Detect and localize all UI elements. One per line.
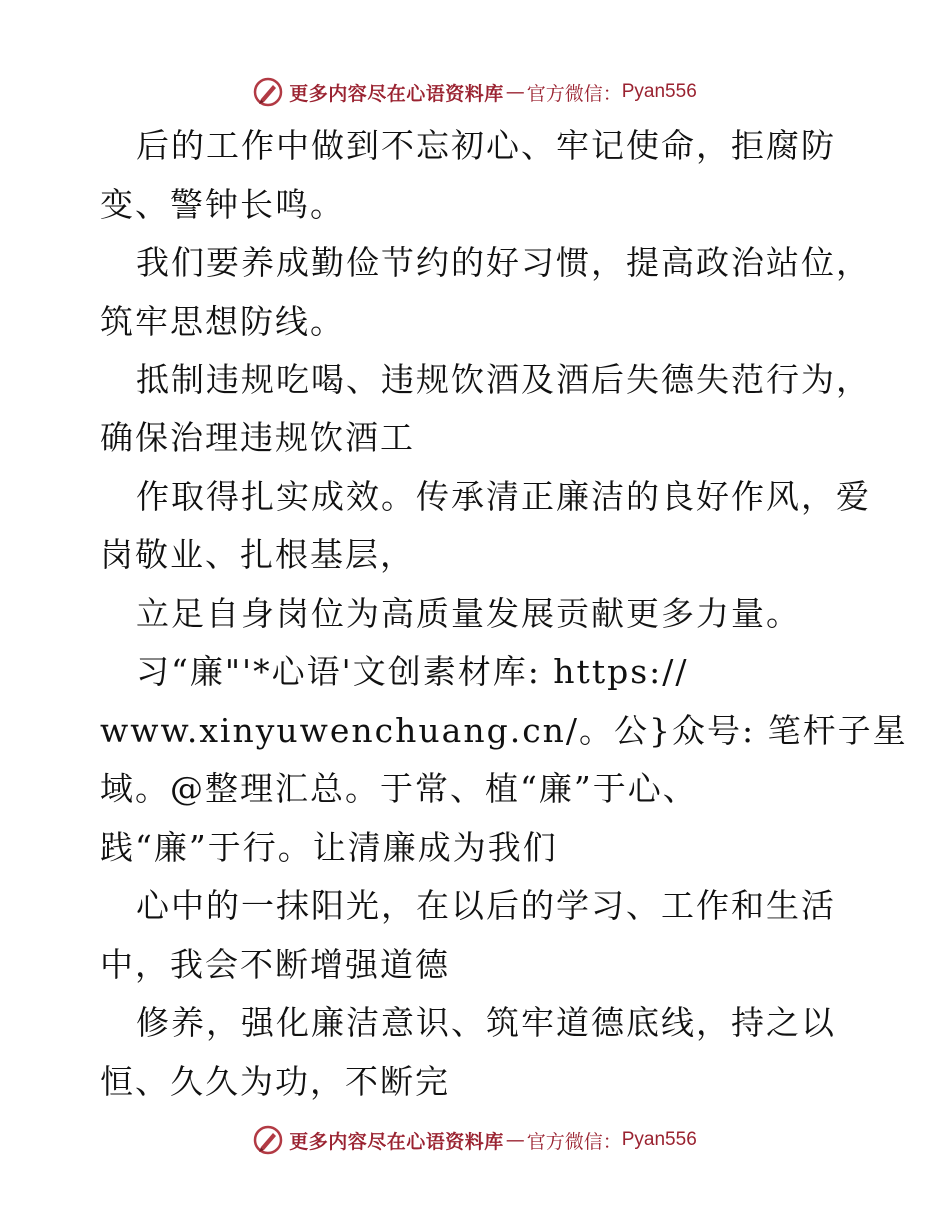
- header-source-text: 更多内容尽在心语资料库: [289, 82, 504, 105]
- text-line: www.xinyuwenchuang.cn/。公}众号: 笔杆子星: [100, 711, 908, 750]
- text-line: 践“廉”于行。让清廉成为我们: [100, 828, 558, 867]
- text-line: 变、警钟长鸣。: [100, 185, 345, 224]
- text-line: 后的工作中做到不忘初心、牢记使命，拒腐防: [136, 126, 836, 165]
- text-line: 域。@整理汇总。于常、植“廉”于心、: [100, 769, 698, 808]
- text-line: 岗敬业、扎根基层，: [100, 535, 415, 574]
- text-line: 心中的一抹阳光，在以后的学习、工作和生活: [136, 886, 836, 925]
- text-line: 我们要养成勤俭节约的好习惯，提高政治站位，: [136, 243, 871, 282]
- text-line: 筑牢思想防线。: [100, 302, 345, 341]
- header-wechat-label: 官方微信：: [526, 82, 622, 105]
- pen-logo-icon: [253, 77, 283, 107]
- header-separator: —: [505, 81, 525, 103]
- text-line: 确保治理违规饮酒工: [100, 418, 415, 457]
- text-line: 修养，强化廉洁意识、筑牢道德底线，持之以: [136, 1003, 836, 1042]
- footer-banner: [0, 1120, 950, 1160]
- header-wechat-id: Pyan556: [621, 81, 697, 102]
- text-line: 习“廉"'*心语'文创素材库: https://: [136, 652, 689, 691]
- footer-source-text: 更多内容尽在心语资料库: [289, 1130, 504, 1153]
- pen-logo-icon: [253, 1125, 283, 1155]
- text-line: 恒、久久为功，不断完: [100, 1062, 450, 1101]
- footer-wechat-id: Pyan556: [621, 1129, 697, 1150]
- header-banner: [0, 72, 950, 112]
- text-line: 作取得扎实成效。传承清正廉洁的良好作风，爱: [136, 477, 871, 516]
- text-line: 抵制违规吃喝、违规饮酒及酒后失德失范行为，: [136, 360, 871, 399]
- text-line: 立足自身岗位为高质量发展贡献更多力量。: [136, 594, 801, 633]
- footer-wechat-label: 官方微信：: [526, 1130, 622, 1153]
- text-line: 中，我会不断增强道德: [100, 945, 450, 984]
- footer-separator: —: [505, 1129, 525, 1151]
